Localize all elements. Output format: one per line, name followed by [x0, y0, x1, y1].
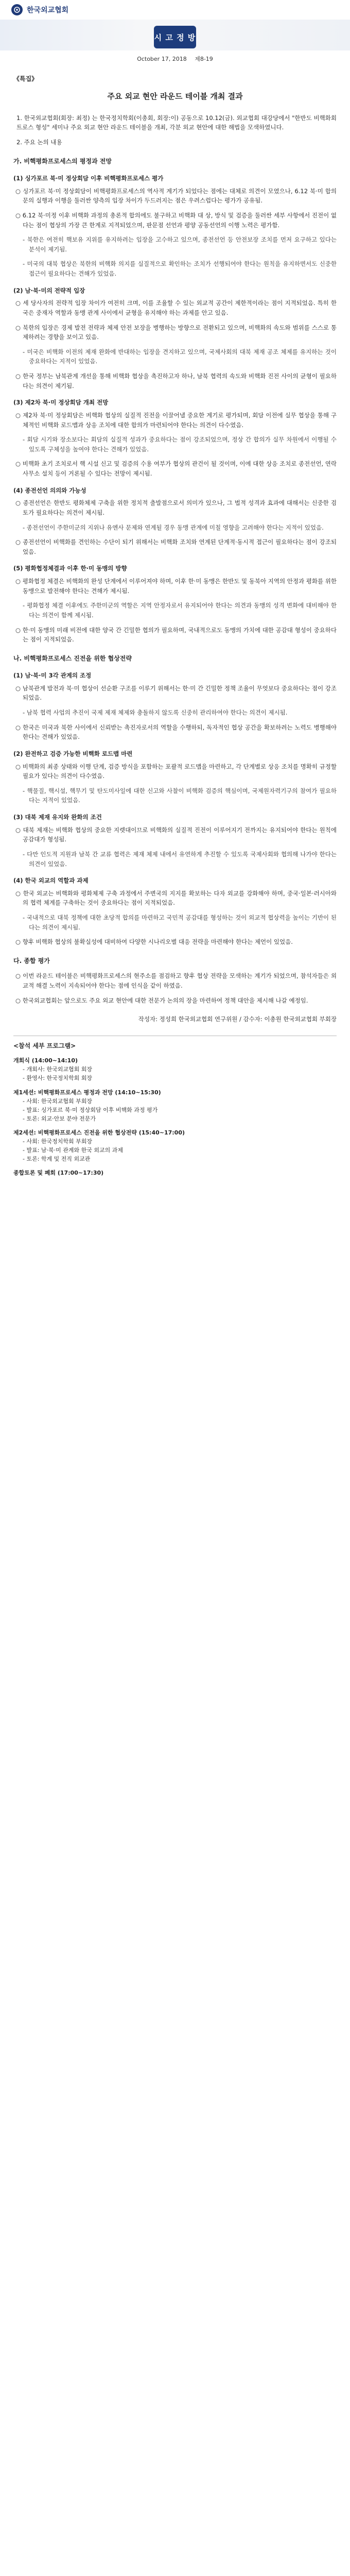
dash-paragraph: - 미국의 대북 협상은 북한의 비핵화 의지를 실질적으로 확인하는 조치가 선행되어야 한다는 원칙을 유지하면서도 신중한 접근이 필요하다는 견해가 있었음. [23, 260, 337, 278]
subsection-title: (3) 제2차 북·미 정상회담 개최 전망 [13, 399, 109, 406]
article-tag: 《특집》 [13, 75, 38, 82]
program-list [13, 1056, 337, 1177]
program-row: - 사회: 한국정치학회 부회장 [23, 1138, 93, 1145]
banner [0, 20, 350, 57]
program-row: - 발표: 싱가포르 북·미 정상회담 이후 비핵화 과정 평가 [23, 1106, 158, 1113]
bullet-paragraph: ○ 세 당사자의 전략적 입장 차이가 여전히 크며, 이를 조율할 수 있는 외교적 공간이 제한적이라는 점이 지적되었음. 특히 한국은 중재자 역할과 동맹 관계 사이에서 균형을 유지해야 하는 과제를 안고 있음. [15, 299, 337, 316]
program-session: 제2세션: 비핵평화프로세스 진전을 위한 협상전략 (15:40~17:00) [13, 1129, 185, 1136]
dash-paragraph: - 종전선언이 주한미군의 지위나 유엔사 문제와 연계될 경우 동맹 관계에 미칠 영향을 고려해야 한다는 지적이 있었음. [23, 523, 324, 531]
bullet-paragraph: ○ 비핵화의 최종 상태와 이행 단계, 검증 방식을 포함하는 포괄적 로드맵을 마련하고, 각 단계별로 상응 조치를 명확히 규정할 필요가 있다는 의견이 다수였음. [15, 762, 337, 780]
bullet-paragraph: ○ 제2차 북·미 정상회담은 비핵화 협상의 실질적 진전을 이끌어낼 중요한 계기로 평가되며, 회담 이전에 실무 협상을 통해 구체적인 비핵화 로드맵과 상응 조치에 대한 합의가 마련되어야 한다는 의견이 다수였음. [15, 411, 337, 429]
program-row: - 개회사: 한국외교협회 회장 [23, 1066, 93, 1073]
section-heading: 다. 종합 평가 [13, 957, 50, 964]
bullet-paragraph: ○ 한국 외교는 비핵화와 평화체제 구축 과정에서 주변국의 지지를 확보하는 다자 외교를 강화해야 하며, 중국·일본·러시아와의 협력 체계를 구축하는 것이 중요하다는 점이 지적되었음. [15, 889, 337, 907]
subsection-title: (3) 대북 제재 유지와 완화의 조건 [13, 814, 102, 821]
dash-paragraph: - 북한은 여전히 핵보유 지위를 유지하려는 입장을 고수하고 있으며, 종전선언 등 안전보장 조치를 먼저 요구하고 있다는 분석이 제기됨. [23, 236, 337, 253]
bullet-paragraph: ○ 북한의 입장은 경제 발전 전략과 체제 안전 보장을 병행하는 방향으로 전환되고 있으며, 비핵화의 속도와 범위를 스스로 통제하려는 경향을 보이고 있음. [15, 324, 337, 341]
program-row: - 토론: 학계 및 전직 외교관 [23, 1155, 91, 1162]
section-heading: 나. 비핵평화프로세스 진전을 위한 협상전략 [13, 654, 132, 662]
bullet-paragraph: ○ 이번 라운드 테이블은 비핵평화프로세스의 현주소를 점검하고 향후 협상 전략을 모색하는 계기가 되었으며, 참석자들은 외교적 해결 노력이 지속되어야 한다는 점에 인식을 같이 하였음. [15, 972, 337, 990]
subsection-title: (1) 싱가포르 북·미 정상회담 이후 비핵평화프로세스 평가 [13, 175, 164, 182]
issue-number: 제8-19 [195, 56, 213, 62]
program-row: - 발표: 남·북·미 관계와 한국 외교의 과제 [23, 1146, 124, 1154]
program-session: 개회식 (14:00~14:10) [13, 1057, 78, 1064]
program-row: - 토론: 외교·안보 분야 전문가 [23, 1115, 96, 1122]
subsection-title: (2) 남·북·미의 전략적 입장 [13, 286, 85, 294]
dash-paragraph: - 미국은 비핵화 이전의 제재 완화에 반대하는 입장을 견지하고 있으며, 국제사회의 대북 제재 공조 체제를 유지하는 것이 중요하다는 지적이 있었음. [23, 348, 337, 365]
appendix-title: <참석 세부 프로그램> [13, 1042, 76, 1049]
bullet-paragraph: ○ 한국은 미국과 북한 사이에서 신뢰받는 촉진자로서의 역할을 수행하되, 독자적인 협상 공간을 확보하려는 노력도 병행해야 한다는 견해가 있었음. [15, 723, 337, 741]
dash-paragraph: - 다만 인도적 지원과 남북 간 교류 협력은 제재 체제 내에서 유연하게 추진할 수 있도록 국제사회와 협의해 나가야 한다는 의견이 있었음. [23, 850, 337, 868]
subsection-title: (5) 평화협정체결과 이후 한·미 동맹의 방향 [13, 565, 127, 572]
article-body [0, 74, 350, 1177]
intro-paragraph: 1. 한국외교협회(회장: 최정) 는 한국정치학회(이총회, 회장:이) 공동으로 10.12(금). 외교협회 대강당에서 "한반도 비핵화회트로스 형성" 세미나 주요 외교 현안 라운드 테이블을 개최, 각분 외교 현안에 대한 해법을 모색하였니다. [16, 114, 337, 131]
emblem-icon [11, 4, 23, 15]
banner-label: 시 고 정 방 [154, 26, 196, 48]
bullet-paragraph: ○ 한국 정부는 남북관계 개선을 통해 비핵화 협상을 촉진하고자 하나, 남북 협력의 속도와 비핵화 진전 사이의 균형이 필요하다는 의견이 제기됨. [15, 372, 337, 389]
subsection-title: (1) 남·북·미 3각 관계의 조정 [13, 672, 92, 680]
closing-note: 작성자: 정성희 한국외교협회 연구위원 / 감수자: 이총원 한국외교협회 부회장 [138, 1015, 337, 1023]
subsection-title: (2) 완전하고 검증 가능한 비핵화 로드맵 마련 [13, 750, 133, 757]
dash-paragraph: - 회담 시기와 장소보다는 회담의 실질적 성과가 중요하다는 점이 강조되었으며, 정상 간 합의가 실무 차원에서 이행될 수 있도록 구체성을 높여야 한다는 견해가 있었음. [23, 436, 337, 453]
issue-date: October 17, 2018 [137, 56, 187, 62]
bullet-paragraph: ○ 평화협정 체결은 비핵화의 완성 단계에서 이루어져야 하며, 이후 한·미 동맹은 한반도 및 동북아 지역의 안정과 평화를 위한 동맹으로 발전해야 한다는 견해가 제시됨. [15, 578, 337, 595]
program-session: 종합토론 및 폐회 (17:00~17:30) [13, 1169, 104, 1176]
dash-paragraph: - 국내적으로 대북 정책에 대한 초당적 합의를 마련하고 국민적 공감대를 형성하는 것이 외교적 협상력을 높이는 기반이 된다는 의견이 제시됨. [23, 914, 337, 931]
bullet-paragraph: ○ 6.12 북·미정 이후 비핵화 과정의 총론적 합의에도 불구하고 비핵화 대 상, 방식 및 검증을 둘러싼 세부 사항에서 진전이 없다는 점이 협상의 가장 큰 한계로 지적되었으며, 판문점 선언과 평양 공동선언의 이행 노력은 평가함. [15, 211, 337, 229]
bullet-paragraph: ○ 향후 비핵화 협상의 불확실성에 대비하여 다양한 시나리오별 대응 전략을 마련해야 한다는 제언이 있었음. [15, 938, 293, 946]
org-name: 한국외교협회 [27, 6, 69, 14]
dash-paragraph: - 남북 협력 사업의 추진이 국제 제재 체제와 충돌하지 않도록 신중히 관리하여야 한다는 의견이 제시됨. [23, 709, 288, 717]
program-row: - 환영사: 한국정치학회 회장 [23, 1075, 93, 1082]
section-heading: 가. 비핵평화프로세스의 평정과 전망 [13, 157, 112, 165]
program-row: - 사회: 한국외교협회 부회장 [23, 1097, 93, 1105]
dash-paragraph: - 평화협정 체결 이후에도 주한미군의 역할은 지역 안정자로서 유지되어야 한다는 의견과 동맹의 성격 변화에 대비해야 한다는 의견이 함께 제시됨. [23, 602, 337, 619]
subsection-title: (4) 한국 외교의 역할과 과제 [13, 877, 89, 885]
intro-paragraph: 2. 주요 논의 내용 [16, 138, 62, 146]
bullet-paragraph: ○ 대북 제재는 비핵화 협상의 중요한 지렛대이므로 비핵화의 실질적 진전이 이루어지기 전까지는 유지되어야 한다는 원칙에 공감대가 형성됨. [15, 826, 337, 843]
bullet-paragraph: ○ 종전선언은 한반도 평화체제 구축을 위한 정치적 출발점으로서 의미가 있으나, 그 법적 성격과 효과에 대해서는 신중한 검토가 필요하다는 의견이 제시됨. [15, 499, 337, 516]
subsection-title: (4) 종전선언 의의와 가능성 [13, 486, 86, 494]
header-bar [0, 0, 350, 20]
program-session: 제1세션: 비핵평화프로세스 평정과 전망 (14:10~15:30) [13, 1089, 161, 1096]
bullet-paragraph: ○ 남북관계 발전과 북·미 협상이 선순환 구조를 이루기 위해서는 한·미 간 긴밀한 정책 조율이 무엇보다 중요하다는 점이 강조되었음. [15, 684, 337, 702]
bullet-paragraph: ○ 한국외교협회는 앞으로도 주요 외교 현안에 대한 전문가 논의의 장을 마련하여 정책 대안을 제시해 나갈 예정임. [15, 996, 308, 1004]
sections [13, 157, 337, 1006]
dash-paragraph: - 핵물질, 핵시설, 핵무기 및 탄도미사일에 대한 신고와 사찰이 비핵화 검증의 핵심이며, 국제원자력기구의 참여가 필요하다는 지적이 있었음. [23, 787, 337, 804]
bullet-paragraph: ○ 한·미 동맹의 미래 비전에 대한 양국 간 긴밀한 협의가 필요하며, 국내적으로도 동맹의 가치에 대한 공감대 형성이 중요하다는 점이 지적되었음. [15, 626, 337, 643]
bullet-paragraph: ○ 싱가포르 북·미 정상회담이 비핵평화프로세스의 역사적 계기가 되었다는 점에는 대체로 의견이 모였으나, 6.12 북·미 합의문의 실행과 이행을 둘러싼 양측의 입장 차이가 두드러지는 점은 우려스럽다는 평가가 공유됨. [15, 187, 337, 205]
bullet-paragraph: ○ 종전선언이 비핵화를 견인하는 수단이 되기 위해서는 비핵화 조치와 연계된 단계적·동시적 접근이 필요하다는 점이 강조되었음. [15, 538, 337, 555]
bullet-paragraph: ○ 비핵화 초기 조치로서 핵 시설 신고 및 검증의 수용 여부가 협상의 관건이 될 것이며, 이에 대한 상응 조치로 종전선언, 연락사무소 설치 등이 거론될 수 있다는 전망이 제시됨. [15, 460, 337, 478]
article-title: 주요 외교 현안 라운드 테이블 개최 결과 [107, 92, 243, 101]
